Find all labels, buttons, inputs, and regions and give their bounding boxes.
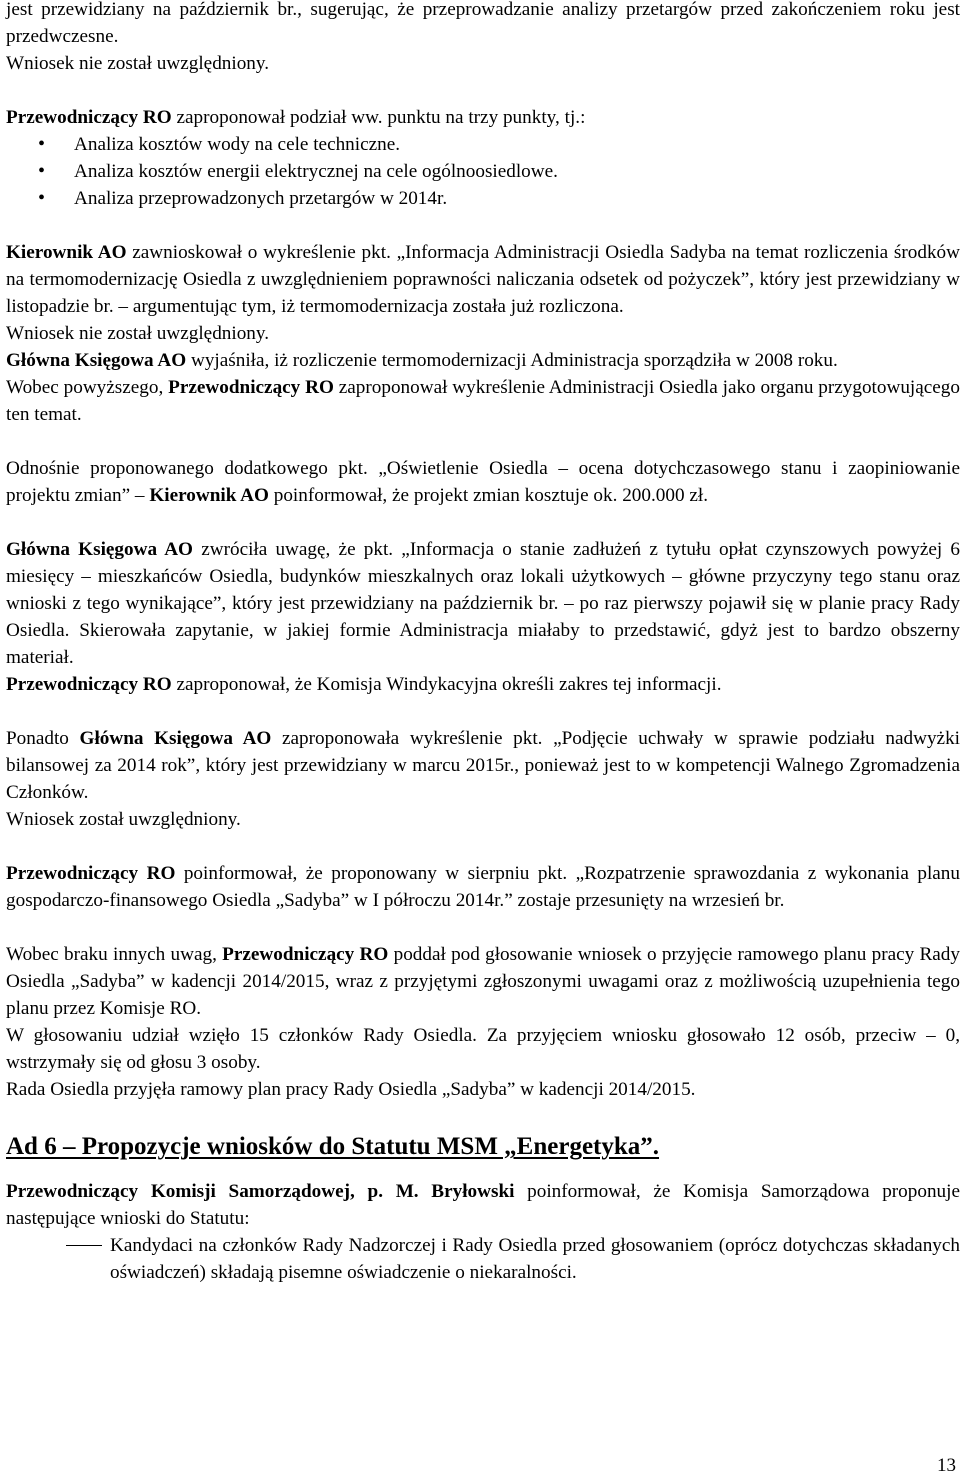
speaker: Kierownik AO (6, 242, 127, 263)
speaker: Przewodniczący RO (6, 863, 176, 884)
paragraph (6, 671, 960, 698)
paragraph: Wniosek nie został uwzględniony. (6, 53, 270, 74)
speaker: Przewodniczący RO (6, 674, 172, 695)
paragraph-text: zaproponował wykreślenie Administracji Osiedla jako organu przygotowującego ten temat. (6, 377, 960, 425)
bullet-list (6, 131, 960, 212)
paragraph (6, 1178, 960, 1232)
list-item: • Analiza kosztów wody na cele techniczne. (6, 131, 960, 158)
paragraph-text: Wobec braku innych uwag, (6, 944, 223, 965)
page-number: 13 (937, 1455, 956, 1476)
paragraph (6, 104, 960, 131)
paragraph-text: Odnośnie proponowanego dodatkowego pkt. „Oświetlenie Osiedla – ocena dotychczasowego stanu i zaopiniowanie projektu zmian” – (6, 458, 960, 506)
paragraph: jest przewidziany na październik br., sugerując, że przeprowadzanie analizy przetargów przed zakończeniem roku jest przedwczesne. (6, 0, 960, 47)
paragraph-text: zaproponował podział ww. punktu na trzy punkty, tj.: (171, 107, 586, 128)
paragraph (6, 374, 960, 428)
paragraph (6, 455, 960, 509)
speaker: Przewodniczący RO (222, 944, 389, 965)
list-item: • Analiza przeprowadzonych przetargów w 2014r. (6, 185, 960, 212)
speaker: Przewodniczący RO (6, 107, 172, 128)
paragraph (6, 239, 960, 320)
dash-marker (66, 1245, 102, 1246)
paragraph-text: Wobec powyższego, (6, 377, 169, 398)
paragraph-text: wyjaśniła, iż rozliczenie termomodernizacji Administracja sporządziła w 2008 roku. (186, 350, 838, 371)
speaker: Główna Księgowa AO (6, 539, 193, 560)
paragraph-text: poddał pod głosowanie wniosek o przyjęcie ramowego planu pracy Rady Osiedla „Sadyba” w kadencji 2014/2015, wraz z przyjętymi zgłoszonymi uwagami oraz z możliwością uzupełnienia tego planu przez Komisje RO. (6, 944, 960, 1019)
list-item-text: Kandydaci na członków Rady Nadzorczej i Rady Osiedla przed głosowaniem (oprócz dotychczas składanych oświadczeń) składają pisemne oświadczenie o niekaralności. (110, 1235, 960, 1283)
paragraph: W głosowaniu udział wzięło 15 członków Rady Osiedla. Za przyjęciem wniosku głosowało 12 osób, przeciw – 0, wstrzymały się od głosu 3 osoby. (6, 1025, 960, 1073)
speaker: Przewodniczący Komisji Samorządowej, p. M. Bryłowski (6, 1181, 515, 1202)
paragraph (6, 347, 960, 374)
speaker: Główna Księgowa AO (6, 350, 187, 371)
paragraph (6, 536, 960, 671)
paragraph-text: zwróciła uwagę, że pkt. „Informacja o stanie zadłużeń z tytułu opłat czynszowych powyżej 6 miesięcy – mieszkańców Osiedla, budynków mieszkalnych oraz lokali użytkowych – główne przyczyny tego stanu oraz wnioski z tego wynikające”, który jest przewidziany na październik br. – po raz pierwszy pojawił się w planie pracy Rady Osiedla. Skierowała zapytanie, w jakiej formie Administracja miałaby to przedstawić, gdyż jest to bardzo obszerny materiał. (6, 539, 960, 668)
paragraph (6, 941, 960, 1022)
paragraph-text: zaproponowała wykreślenie pkt. „Podjęcie uchwały w sprawie podziału nadwyżki bilansowej za 2014 rok”, który jest przewidziany w marcu 2015r., ponieważ jest to w kompetencji Walnego Zgromadzenia Członków. (6, 728, 960, 803)
paragraph (6, 860, 960, 914)
paragraph-text: Ponadto (6, 728, 80, 749)
document-page (6, 0, 960, 1286)
speaker: Kierownik AO (149, 485, 269, 506)
list-item: • Analiza kosztów energii elektrycznej na cele ogólnoosiedlowe. (6, 158, 960, 185)
paragraph-text: poinformował, że projekt zmian kosztuje ok. 200.000 zł. (268, 485, 708, 506)
speaker: Główna Księgowa AO (79, 728, 272, 749)
speaker: Przewodniczący RO (168, 377, 334, 398)
paragraph-text: poinformował, że Komisja Samorządowa proponuje następujące wnioski do Statutu: (6, 1181, 960, 1229)
paragraph: Rada Osiedla przyjęła ramowy plan pracy Rady Osiedla „Sadyba” w kadencji 2014/2015. (6, 1079, 696, 1100)
paragraph: Wniosek nie został uwzględniony. (6, 323, 270, 344)
paragraph: Wniosek został uwzględniony. (6, 809, 241, 830)
paragraph (6, 725, 960, 806)
section-heading: Ad 6 – Propozycje wniosków do Statutu MSM „Energetyka”. (6, 1133, 660, 1160)
paragraph-text: poinformował, że proponowany w sierpniu pkt. „Rozpatrzenie sprawozdania z wykonania planu gospodarczo-finansowego Osiedla „Sadyba” w I półroczu 2014r.” zostaje przesunięty na wrzesień br. (6, 863, 960, 911)
paragraph-text: zaproponował, że Komisja Windykacyjna określi zakres tej informacji. (171, 674, 722, 695)
list-item (6, 1232, 960, 1286)
paragraph-text: zawnioskował o wykreślenie pkt. „Informacja Administracji Osiedla Sadyba na temat rozliczenia środków na termomodernizację Osiedla z uwzględnieniem poprawności naliczania odsetek od pożyczek”, który jest przewidziany w listopadzie br. – argumentując tym, iż termomodernizacja została już rozliczona. (6, 242, 960, 317)
dash-list (6, 1232, 960, 1286)
